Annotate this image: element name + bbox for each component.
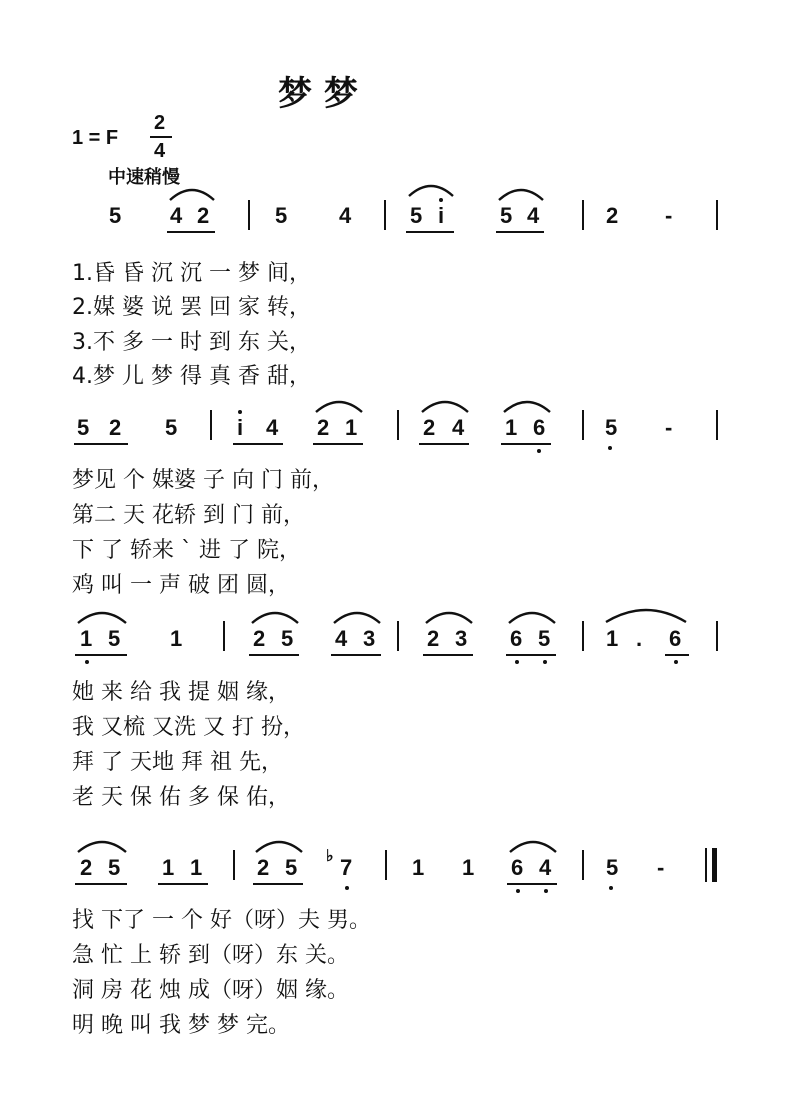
underline	[496, 231, 544, 233]
underline	[253, 883, 303, 885]
note: 3	[455, 626, 468, 651]
note: 1	[462, 855, 475, 880]
barline	[582, 410, 584, 440]
note: 5	[165, 415, 178, 440]
page-title: 梦 梦	[278, 74, 358, 114]
lyric-line: 我 又梳 又洗 又 打 扮，	[72, 715, 305, 740]
lyric-line: 急 忙 上 轿 到（呀）东 关。	[72, 943, 349, 968]
barline	[397, 621, 399, 651]
note: 5	[77, 415, 90, 440]
note: 4	[266, 415, 279, 440]
underline	[74, 443, 128, 445]
note: 2	[197, 203, 210, 228]
barline	[385, 850, 387, 880]
low-octave-dot	[85, 660, 89, 664]
dot-extension: .	[636, 626, 643, 651]
slur	[604, 604, 688, 624]
note: 5	[108, 626, 121, 651]
slur	[424, 607, 474, 625]
underline	[249, 654, 299, 656]
note: 5	[108, 855, 121, 880]
note: 2	[253, 626, 266, 651]
underline	[167, 231, 215, 233]
note: 4	[452, 415, 465, 440]
slur	[314, 396, 364, 414]
note: 2	[427, 626, 440, 651]
note: 5	[281, 626, 294, 651]
barline	[716, 621, 718, 651]
flat-sign: ♭	[326, 848, 334, 865]
barline	[248, 200, 250, 230]
note: 5	[606, 855, 619, 880]
note: 1	[345, 415, 358, 440]
lyric-line: 拜 了 天地 拜 祖 先，	[72, 750, 283, 775]
note: 2	[80, 855, 93, 880]
slur	[508, 836, 558, 854]
low-octave-dot	[609, 886, 613, 890]
barline	[384, 200, 386, 230]
note: 5	[538, 626, 551, 651]
slur	[254, 836, 304, 854]
barline	[716, 200, 718, 230]
tempo-marking: 中速稍慢	[108, 167, 180, 188]
dash: -	[665, 415, 673, 440]
underline	[233, 443, 283, 445]
slur	[76, 836, 128, 854]
barline	[233, 850, 235, 880]
barline	[582, 200, 584, 230]
note: 1	[170, 626, 183, 651]
low-octave-dot	[515, 660, 519, 664]
slur	[497, 184, 545, 202]
note: 4	[539, 855, 552, 880]
underline	[501, 443, 551, 445]
barline	[582, 850, 584, 880]
note: 4	[527, 203, 540, 228]
note: 1	[80, 626, 93, 651]
note: 5	[500, 203, 513, 228]
lyric-line: 找 下了 一 个 好（呀）夫 男。	[72, 908, 371, 933]
note: 2	[257, 855, 270, 880]
note: 2	[606, 203, 619, 228]
lyric-line: 老 天 保 佑 多 保 佑，	[72, 785, 290, 810]
low-octave-dot	[537, 449, 541, 453]
underline	[313, 443, 363, 445]
high-octave-dot	[439, 198, 443, 202]
lyric-line: 第二 天 花轿 到 门 前，	[72, 503, 305, 528]
underline	[406, 231, 454, 233]
note: 1	[412, 855, 425, 880]
slur	[332, 607, 382, 625]
underline	[158, 883, 208, 885]
lyric-line: 明 晚 叫 我 梦 梦 完。	[72, 1013, 290, 1038]
note: 4	[339, 203, 352, 228]
low-octave-dot	[516, 889, 520, 893]
underline	[423, 654, 473, 656]
slur	[502, 396, 552, 414]
note: 2	[317, 415, 330, 440]
lyric-line: 3.不 多 一 时 到 东 关，	[72, 330, 311, 355]
underline	[75, 654, 127, 656]
note: i	[438, 203, 445, 228]
note: 5	[410, 203, 423, 228]
low-octave-dot	[345, 886, 349, 890]
slur	[407, 180, 455, 198]
time-signature-top: 2	[154, 112, 166, 134]
dash: -	[665, 203, 673, 228]
barline	[397, 410, 399, 440]
note: 5	[605, 415, 618, 440]
note: 5	[109, 203, 122, 228]
note: 6	[533, 415, 546, 440]
lyric-line: 2.媒 婆 说 罢 回 家 转，	[72, 295, 311, 320]
slur	[76, 607, 128, 625]
underline	[419, 443, 469, 445]
slur	[507, 607, 557, 625]
underline	[507, 883, 557, 885]
barline	[716, 410, 718, 440]
dash: -	[657, 855, 665, 880]
lyric-line: 梦见 个 媒婆 子 向 门 前，	[72, 468, 334, 493]
note: 5	[285, 855, 298, 880]
note: 6	[510, 626, 523, 651]
note: 5	[275, 203, 288, 228]
note: 4	[335, 626, 348, 651]
final-barline-thin	[705, 848, 707, 882]
key-signature: 1 = F	[72, 127, 119, 149]
note: 1	[190, 855, 203, 880]
low-octave-dot	[674, 660, 678, 664]
note: 7	[340, 855, 353, 880]
slur	[168, 184, 216, 202]
note: 1	[606, 626, 619, 651]
lyric-line: 她 来 给 我 提 姻 缘，	[72, 680, 290, 705]
note: 4	[170, 203, 183, 228]
lyric-line: 下 了 轿来 ˋ 进 了 院，	[72, 538, 301, 563]
time-signature-bottom: 4	[154, 140, 166, 162]
barline	[223, 621, 225, 651]
slur	[250, 607, 300, 625]
low-octave-dot	[544, 889, 548, 893]
final-barline-thick	[712, 848, 717, 882]
note: 6	[669, 626, 682, 651]
low-octave-dot	[608, 446, 612, 450]
underline	[506, 654, 556, 656]
note: 2	[423, 415, 436, 440]
underline	[665, 654, 689, 656]
high-octave-dot	[238, 410, 242, 414]
note: 1	[505, 415, 518, 440]
underline	[331, 654, 381, 656]
note: 1	[162, 855, 175, 880]
low-octave-dot	[543, 660, 547, 664]
lyric-line: 4.梦 儿 梦 得 真 香 甜，	[72, 364, 311, 389]
barline	[210, 410, 212, 440]
note: 3	[363, 626, 376, 651]
barline	[582, 621, 584, 651]
slur	[420, 396, 470, 414]
underline	[75, 883, 127, 885]
lyric-line: 鸡 叫 一 声 破 团 圆，	[72, 573, 290, 598]
lyric-line: 洞 房 花 烛 成（呀）姻 缘。	[72, 978, 349, 1003]
time-signature-line	[150, 136, 172, 138]
note: i	[237, 415, 244, 440]
note: 2	[109, 415, 122, 440]
note: 6	[511, 855, 524, 880]
lyric-line: 1.昏 昏 沉 沉 一 梦 间，	[72, 261, 311, 286]
